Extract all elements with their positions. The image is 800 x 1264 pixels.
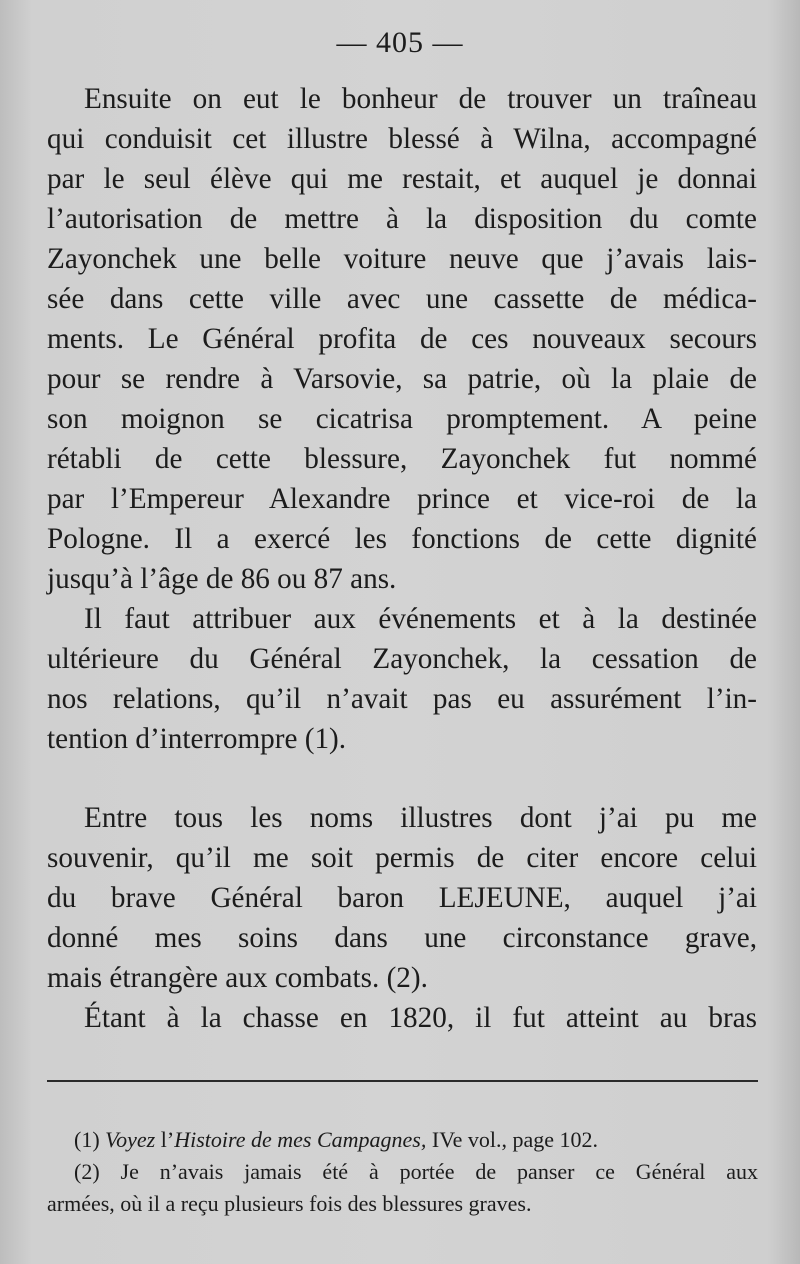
text-line: Pologne. Il a exercé les fonctions de cette dignité xyxy=(47,523,757,555)
text-line: donné mes soins dans une circonstance grave, xyxy=(47,922,757,954)
text-line: l’autorisation de mettre à la disposition du comte xyxy=(47,203,757,235)
footnote-marker: (1) xyxy=(74,1127,100,1152)
text-line: Ensuite on eut le bonheur de trouver un traîneau xyxy=(84,83,757,115)
footnote-article: l’ xyxy=(155,1127,175,1152)
footnote-1 xyxy=(47,1124,758,1156)
text-line: pour se rendre à Varsovie, sa patrie, où la plaie de xyxy=(47,363,757,395)
footnote-separator xyxy=(47,1080,758,1082)
footnote-book-title: Histoire de mes Campagnes, xyxy=(174,1127,427,1152)
text-line: son moignon se cicatrisa promptement. A peine xyxy=(47,403,757,435)
footnote-voyez: Voyez xyxy=(105,1127,156,1152)
text-line: par l’Empereur Alexandre prince et vice-roi de la xyxy=(47,483,757,515)
text-line: Entre tous les noms illustres dont j’ai pu me xyxy=(84,802,757,834)
body-text-lower xyxy=(47,798,757,1038)
text-line: par le seul élève qui me restait, et auquel je donnai xyxy=(47,163,757,195)
footnote-reference: IVe vol., page 102. xyxy=(426,1127,599,1152)
footnotes xyxy=(47,1124,758,1220)
text-line: du brave Général baron LEJEUNE, auquel j’ai xyxy=(47,882,757,914)
page-number: — 405 — xyxy=(336,26,464,59)
text-line: ments. Le Général profita de ces nouveaux secours xyxy=(47,323,757,355)
text-line: nos relations, qu’il n’avait pas eu assurément l’in- xyxy=(47,683,757,715)
footnote-2-line: armées, où il a reçu plusieurs fois des blessures graves. xyxy=(47,1191,532,1216)
text-line: qui conduisit cet illustre blessé à Wilna, accompagné xyxy=(47,123,757,155)
footnote-2-line: (2) Je n’avais jamais été à portée de panser ce Général aux xyxy=(74,1159,758,1184)
text-line: mais étrangère aux combats. (2). xyxy=(47,962,428,994)
text-line: Étant à la chasse en 1820, il fut atteint au bras xyxy=(84,1002,757,1034)
text-line: tention d’interrompre (1). xyxy=(47,723,347,755)
text-line: Zayonchek une belle voiture neuve que j’avais lais- xyxy=(47,243,757,275)
text-line: jusqu’à l’âge de 86 ou 87 ans. xyxy=(47,563,397,595)
body-text-upper xyxy=(47,79,757,759)
text-line: rétabli de cette blessure, Zayonchek fut nommé xyxy=(47,443,757,475)
text-line: ultérieure du Général Zayonchek, la cessation de xyxy=(47,643,757,675)
text-line: Il faut attribuer aux événements et à la destinée xyxy=(84,603,757,635)
text-line: souvenir, qu’il me soit permis de citer encore celui xyxy=(47,842,757,874)
text-line: sée dans cette ville avec une cassette de médica- xyxy=(47,283,757,315)
